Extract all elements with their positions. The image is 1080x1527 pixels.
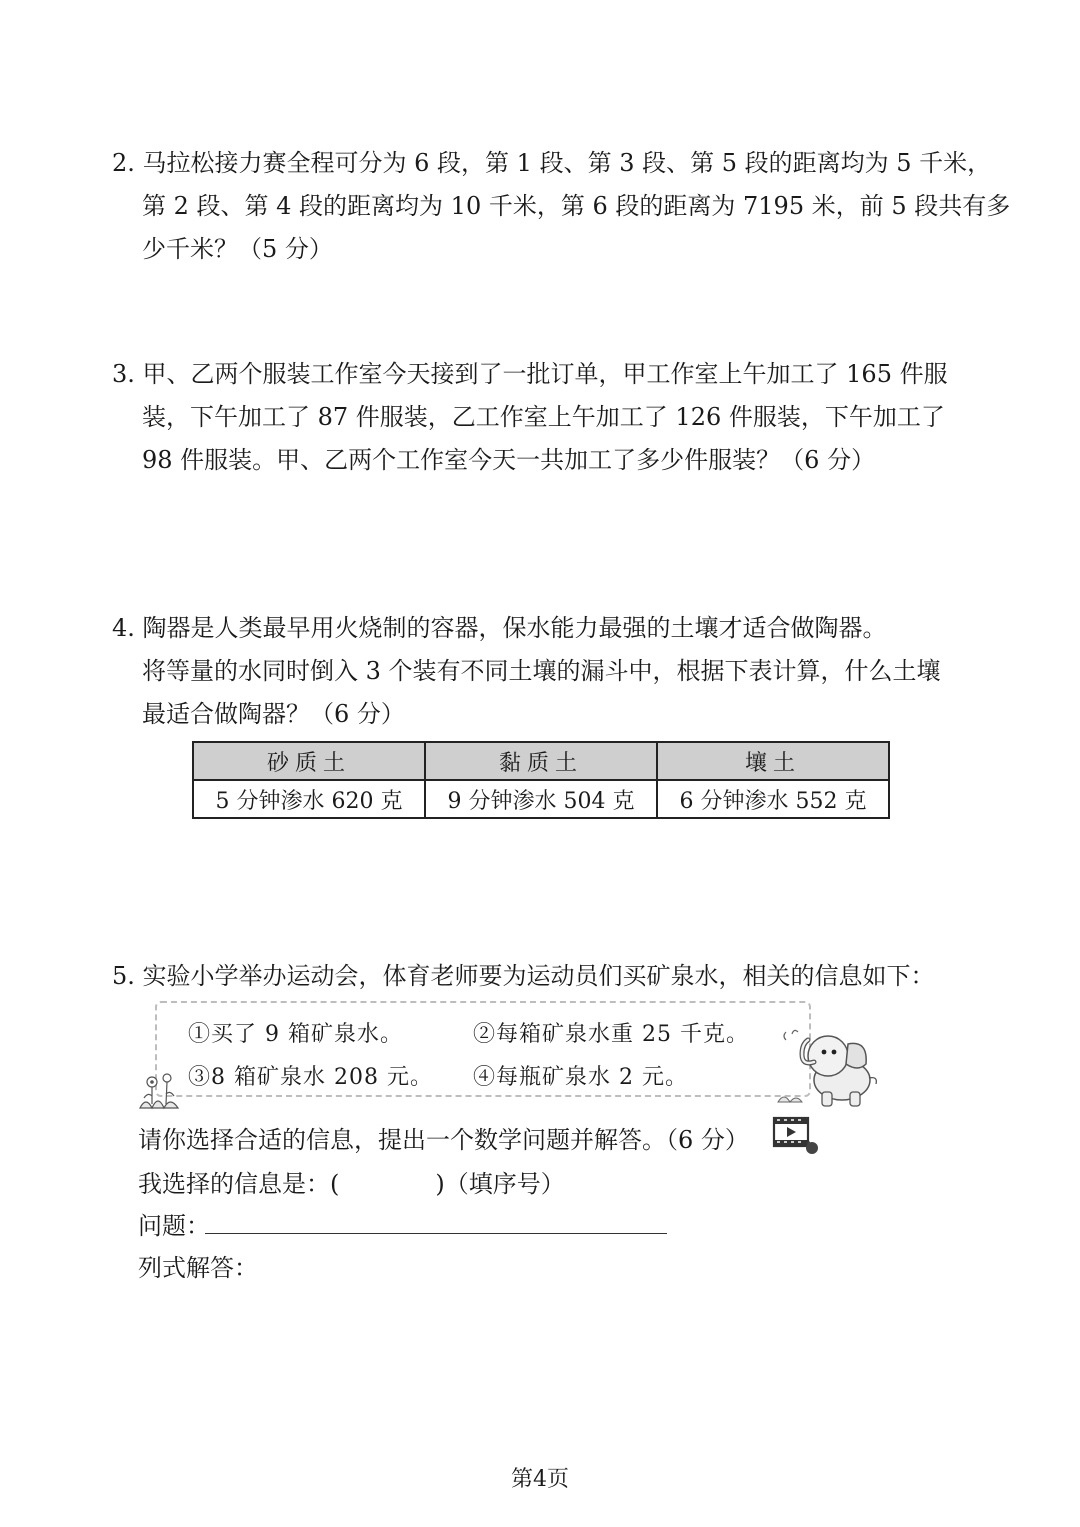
soil-table-header-loam: 壤土	[657, 742, 889, 780]
question-5-prompt: 请你选择合适的信息，提出一个数学问题并解答。（6 分）	[138, 1126, 749, 1154]
info-item-4: ④每瓶矿泉水 2 元。	[473, 1065, 688, 1090]
question-3-line-1: 3. 甲、乙两个服装工作室今天接到了一批订单，甲工作室上午加工了 165 件服	[112, 360, 948, 388]
info-item-2: ②每箱矿泉水重 25 千克。	[473, 1022, 749, 1047]
question-4-line-3: 最适合做陶器？（6 分）	[142, 700, 405, 728]
elephant-icon	[772, 1022, 890, 1112]
page-number: 第4页	[511, 1467, 569, 1492]
flower-icon	[132, 1068, 186, 1112]
question-2-line-3: 少千米？（5 分）	[142, 235, 333, 263]
question-answer-line[interactable]	[205, 1233, 667, 1234]
question-4-line-1: 4. 陶器是人类最早用火烧制的容器，保水能力最强的土壤才适合做陶器。	[112, 614, 887, 642]
question-2-line-2: 第 2 段、第 4 段的距离均为 10 千米，第 6 段的距离为 7195 米，前 5 段共有多	[142, 192, 1011, 220]
soil-table-cell-loam: 6 分钟渗水 552 克	[657, 780, 889, 818]
info-item-3: ③8 箱矿泉水 208 元。	[188, 1065, 433, 1090]
question-label: 问题：	[138, 1212, 210, 1240]
question-5	[112, 955, 982, 998]
soil-table-header-row	[193, 742, 889, 780]
answer-label: 列式解答：	[138, 1254, 258, 1282]
soil-table-row	[193, 780, 889, 818]
soil-table-header-clay: 黏质土	[425, 742, 657, 780]
question-4	[112, 607, 982, 736]
info-item-1: ①买了 9 箱矿泉水。	[188, 1022, 403, 1047]
soil-table-cell-sandy: 5 分钟渗水 620 克	[193, 780, 425, 818]
question-4-line-2: 将等量的水同时倒入 3 个装有不同土壤的漏斗中，根据下表计算，什么土壤	[142, 657, 941, 685]
question-2-line-1: 2. 马拉松接力赛全程可分为 6 段，第 1 段、第 3 段、第 5 段的距离均为 5 千米，	[112, 149, 992, 177]
soil-table	[192, 741, 890, 819]
question-5-line-1: 5. 实验小学举办运动会，体育老师要为运动员们买矿泉水，相关的信息如下：	[112, 962, 935, 990]
selected-info-label: 我选择的信息是：( )（填序号）	[138, 1170, 565, 1198]
question-3-line-3: 98 件服装。甲、乙两个工作室今天一共加工了多少件服装？（6 分）	[142, 446, 876, 474]
soil-table-header-sandy: 砂质土	[193, 742, 425, 780]
question-3	[112, 353, 982, 482]
question-2	[112, 142, 1011, 271]
video-icon[interactable]	[772, 1114, 820, 1156]
question-3-line-2: 装，下午加工了 87 件服装，乙工作室上午加工了 126 件服装，下午加工了	[142, 403, 945, 431]
soil-table-cell-clay: 9 分钟渗水 504 克	[425, 780, 657, 818]
